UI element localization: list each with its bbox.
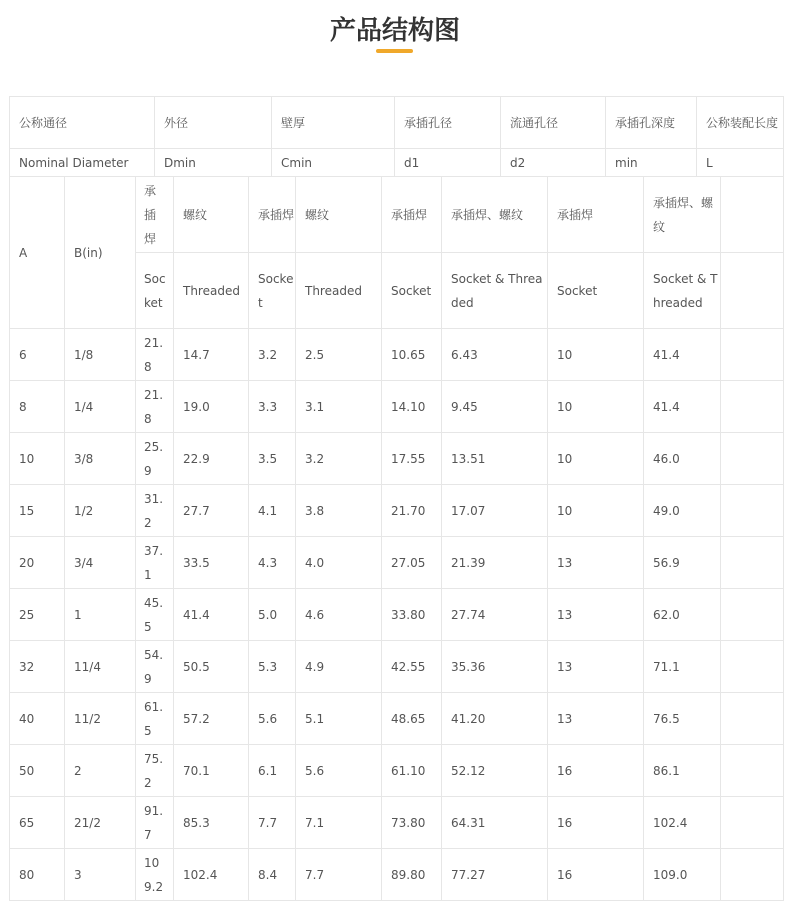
table-cell: 1	[65, 589, 136, 641]
table-cell: 5.1	[296, 693, 382, 745]
empty-cell	[721, 433, 784, 485]
table-cell: 10	[548, 433, 644, 485]
table-cell: 89.80	[382, 849, 442, 901]
subheader-en: Socket	[548, 253, 644, 329]
table-cell: 75.2	[136, 745, 174, 797]
table-cell: 77.27	[442, 849, 548, 901]
table-cell: 91.7	[136, 797, 174, 849]
table-cell: 65	[10, 797, 65, 849]
empty-cell	[721, 849, 784, 901]
table-cell: 21/2	[65, 797, 136, 849]
table-cell: 3.8	[296, 485, 382, 537]
subheader-zh: 承插焊	[136, 177, 174, 253]
table-cell: 7.7	[249, 797, 296, 849]
table-cell: 16	[548, 849, 644, 901]
table-cell: 40	[10, 693, 65, 745]
table-cell: 48.65	[382, 693, 442, 745]
table-cell: 13	[548, 641, 644, 693]
table-cell: 3.3	[249, 381, 296, 433]
table-row	[10, 641, 784, 693]
table-cell: 11/2	[65, 693, 136, 745]
header-symbol: d1	[395, 149, 501, 177]
spec-data-table	[9, 176, 784, 901]
subheader-zh: 承插焊	[548, 177, 644, 253]
table-cell: 10	[548, 381, 644, 433]
col-a-header: A	[10, 177, 65, 329]
table-cell: 4.6	[296, 589, 382, 641]
table-cell: 70.1	[174, 745, 249, 797]
empty-cell	[721, 641, 784, 693]
empty-cell	[721, 329, 784, 381]
header-symbol: Dmin	[155, 149, 272, 177]
subheader-zh: 螺纹	[296, 177, 382, 253]
table-cell: 3.2	[249, 329, 296, 381]
table-cell: 54.9	[136, 641, 174, 693]
empty-cell	[721, 177, 784, 253]
table-cell: 49.0	[644, 485, 721, 537]
table-cell: 31.2	[136, 485, 174, 537]
table-cell: 1/4	[65, 381, 136, 433]
header-label: 承插孔深度	[606, 97, 697, 149]
page-title: 产品结构图	[329, 16, 460, 46]
table-cell: 17.07	[442, 485, 548, 537]
table-cell: 25	[10, 589, 65, 641]
table-cell: 27.05	[382, 537, 442, 589]
table-cell: 16	[548, 745, 644, 797]
table-cell: 10	[10, 433, 65, 485]
header-symbol: min	[606, 149, 697, 177]
table-cell: 41.20	[442, 693, 548, 745]
table-cell: 13.51	[442, 433, 548, 485]
table-cell: 7.1	[296, 797, 382, 849]
table-cell: 21.39	[442, 537, 548, 589]
header-symbol: d2	[501, 149, 606, 177]
empty-cell	[721, 381, 784, 433]
table-cell: 61.10	[382, 745, 442, 797]
table-cell: 64.31	[442, 797, 548, 849]
table-cell: 21.8	[136, 329, 174, 381]
col-b-header: B(in)	[65, 177, 136, 329]
table-cell: 14.10	[382, 381, 442, 433]
table-cell: 102.4	[644, 797, 721, 849]
table-cell: 10	[548, 329, 644, 381]
table-cell: 6	[10, 329, 65, 381]
table-cell: 5.6	[296, 745, 382, 797]
table-cell: 1/8	[65, 329, 136, 381]
subheader-en: Socket	[136, 253, 174, 329]
data-body	[10, 177, 784, 901]
table-cell: 45.5	[136, 589, 174, 641]
table-cell: 8.4	[249, 849, 296, 901]
header-label: 公称装配长度	[697, 97, 784, 149]
table-cell: 4.1	[249, 485, 296, 537]
subheader-en: Socket & Threaded	[644, 253, 721, 329]
subheader-en: Socket & Threaded	[442, 253, 548, 329]
table-cell: 27.74	[442, 589, 548, 641]
table-cell: 3/4	[65, 537, 136, 589]
table-cell: 2	[65, 745, 136, 797]
table-cell: 22.9	[174, 433, 249, 485]
subheader-zh: 承插焊、螺纹	[644, 177, 721, 253]
table-cell: 35.36	[442, 641, 548, 693]
table-cell: 3	[65, 849, 136, 901]
table-cell: 25.9	[136, 433, 174, 485]
spec-header-table	[9, 96, 784, 177]
header-label: 流通孔径	[501, 97, 606, 149]
subheader-zh: 承插焊	[249, 177, 296, 253]
table-cell: 41.4	[644, 329, 721, 381]
header-symbol: Nominal Diameter	[10, 149, 155, 177]
table-cell: 41.4	[174, 589, 249, 641]
subheader-en: Threaded	[296, 253, 382, 329]
subheader-en: Socket	[249, 253, 296, 329]
table-cell: 52.12	[442, 745, 548, 797]
table-cell: 5.0	[249, 589, 296, 641]
table-cell: 62.0	[644, 589, 721, 641]
table-cell: 10.65	[382, 329, 442, 381]
subheader-zh: 承插焊	[382, 177, 442, 253]
table-cell: 33.5	[174, 537, 249, 589]
table-row	[10, 589, 784, 641]
table-cell: 102.4	[174, 849, 249, 901]
table-cell: 50.5	[174, 641, 249, 693]
table-cell: 3.1	[296, 381, 382, 433]
table-cell: 57.2	[174, 693, 249, 745]
table-cell: 61.5	[136, 693, 174, 745]
table-cell: 3/8	[65, 433, 136, 485]
table-cell: 14.7	[174, 329, 249, 381]
table-cell: 37.1	[136, 537, 174, 589]
table-row	[10, 485, 784, 537]
table-row	[10, 797, 784, 849]
table-cell: 13	[548, 693, 644, 745]
table-cell: 17.55	[382, 433, 442, 485]
table-cell: 21.70	[382, 485, 442, 537]
table-cell: 109.2	[136, 849, 174, 901]
subheader-zh: 螺纹	[174, 177, 249, 253]
table-cell: 86.1	[644, 745, 721, 797]
table-row	[10, 329, 784, 381]
header-label: 承插孔径	[395, 97, 501, 149]
empty-cell	[721, 693, 784, 745]
table-cell: 46.0	[644, 433, 721, 485]
table-cell: 80	[10, 849, 65, 901]
table-row	[10, 381, 784, 433]
table-cell: 32	[10, 641, 65, 693]
table-cell: 11/4	[65, 641, 136, 693]
table-cell: 20	[10, 537, 65, 589]
header-symbol: Cmin	[272, 149, 395, 177]
table-row	[10, 849, 784, 901]
table-cell: 4.9	[296, 641, 382, 693]
table-row	[10, 745, 784, 797]
subheader-zh-row	[10, 177, 784, 253]
table-cell: 41.4	[644, 381, 721, 433]
title-underline	[376, 49, 413, 53]
empty-cell	[721, 485, 784, 537]
empty-cell	[721, 537, 784, 589]
table-cell: 3.5	[249, 433, 296, 485]
table-cell: 6.43	[442, 329, 548, 381]
table-cell: 15	[10, 485, 65, 537]
table-cell: 76.5	[644, 693, 721, 745]
subheader-en: Socket	[382, 253, 442, 329]
header-label: 外径	[155, 97, 272, 149]
table-cell: 85.3	[174, 797, 249, 849]
table-cell: 109.0	[644, 849, 721, 901]
header-symbol: L	[697, 149, 784, 177]
table-cell: 8	[10, 381, 65, 433]
table-cell: 9.45	[442, 381, 548, 433]
table-cell: 27.7	[174, 485, 249, 537]
table-cell: 71.1	[644, 641, 721, 693]
table-cell: 2.5	[296, 329, 382, 381]
table-cell: 13	[548, 589, 644, 641]
table-cell: 42.55	[382, 641, 442, 693]
table-cell: 10	[548, 485, 644, 537]
table-cell: 5.3	[249, 641, 296, 693]
header-label: 公称通径	[10, 97, 155, 149]
table-cell: 16	[548, 797, 644, 849]
table-cell: 5.6	[249, 693, 296, 745]
empty-cell	[721, 589, 784, 641]
empty-cell	[721, 253, 784, 329]
table-row	[10, 693, 784, 745]
table-cell: 3.2	[296, 433, 382, 485]
header-symbol-row	[10, 149, 784, 177]
table-cell: 4.0	[296, 537, 382, 589]
subheader-en: Threaded	[174, 253, 249, 329]
subheader-zh: 承插焊、螺纹	[442, 177, 548, 253]
empty-cell	[721, 797, 784, 849]
table-cell: 6.1	[249, 745, 296, 797]
table-cell: 13	[548, 537, 644, 589]
table-cell: 19.0	[174, 381, 249, 433]
table-row	[10, 433, 784, 485]
table-cell: 73.80	[382, 797, 442, 849]
empty-cell	[721, 745, 784, 797]
table-cell: 1/2	[65, 485, 136, 537]
table-cell: 50	[10, 745, 65, 797]
table-row	[10, 537, 784, 589]
header-label: 壁厚	[272, 97, 395, 149]
table-cell: 33.80	[382, 589, 442, 641]
header-label-row	[10, 97, 784, 149]
table-cell: 56.9	[644, 537, 721, 589]
table-cell: 21.8	[136, 381, 174, 433]
table-cell: 7.7	[296, 849, 382, 901]
table-cell: 4.3	[249, 537, 296, 589]
